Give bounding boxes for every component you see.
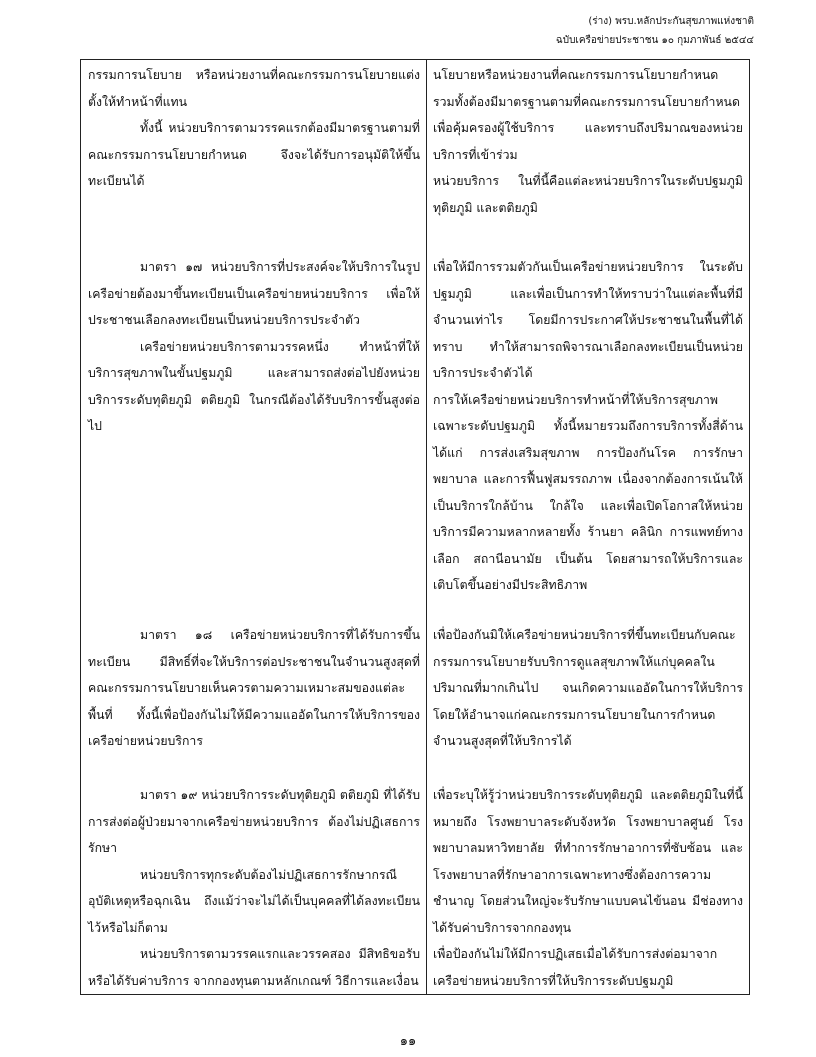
row1-right-cell — [433, 62, 743, 221]
row2-left-para2: เครือข่ายหน่วยบริการตามวรรคหนึ่ง ทำหน้าที่ให้บริการสุขภาพในขั้นปฐมภูมิ และสามารถส่งต่อไปยังหน่วยบริการระดับทุติยภูมิ ตติยภูมิ ในกรณีต้องได้รับบริการขั้นสูงต่อไป — [88, 339, 420, 433]
comparison-table — [80, 59, 750, 995]
header-version-date: ฉบับเครือข่ายประชาชน ๑๐ กุมภาพันธ์ ๒๕๔๔ — [555, 35, 754, 46]
page-header — [556, 12, 754, 50]
row4-right-cell — [433, 782, 743, 994]
row2-right-para1: เพื่อให้มีการรวมตัวกันเป็นเครือข่ายหน่วยบริการ ในระดับปฐมภูมิ และเพื่อเป็นการทำให้ทราบว่าในแต่ละพื้นที่มีจำนวนเท่าไร โดยมีการประกาศให้ประชาชนในพื้นที่ได้ทราบ ทำให้สามารถพิจารณาเลือกลงทะเบียนเป็นหน่วยบริการประจำตัวได้ — [433, 260, 743, 380]
row4-left-para2: หน่วยบริการทุกระดับต้องไม่ปฏิเสธการรักษากรณีอุบัติเหตุหรือฉุกเฉิน ถึงแม้ว่าจะไม่ได้เป็นบุคคลที่ได้ลงทะเบียนไว้หรือไม่ก็ตาม — [88, 867, 420, 935]
row4-left-para1: มาตรา ๑๙ หน่วยบริการระดับทุติยภูมิ ตติยภูมิ ที่ได้รับการส่งต่อผู้ป่วยมาจากเครือข่ายหน่วยบริการ ต้องไม่ปฏิเสธการรักษา — [88, 788, 420, 855]
row3-right-cell — [433, 622, 743, 755]
row4-left-para3: หน่วยบริการตามวรรคแรกและวรรคสอง มีสิทธิขอรับหรือได้รับค่าบริการ จากกองทุนตามหลักเกณฑ์ วิธีการและเงื่อน — [88, 947, 420, 988]
column-divider — [426, 60, 427, 994]
row4-right-para1: เพื่อระบุให้รู้ว่าหน่วยบริการระดับทุติยภูมิ และตติยภูมิในที่นี้หมายถึง โรงพยาบาลระดับจังหวัด โรงพยาบาลศูนย์ โรงพยาบาลมหาวิทยาลัย ที่ทำการรักษาอาการที่ซับซ้อน และโรงพยาบาลที่รักษาอาการเฉพาะทางซึ่งต้องการความชำนาญ โดยส่วนใหญ่จะรับรักษาแบบคนไข้นอน มีช่องทางได้รับค่าบริการจากกองทุน — [433, 788, 743, 935]
row3-left-cell — [88, 622, 420, 755]
row1-left-cell — [88, 62, 420, 195]
row1-right-para1: นโยบายหรือหน่วยงานที่คณะกรรมการนโยบายกำหนด รวมทั้งต้องมีมาตรฐานตามที่คณะกรรมการนโยบายกำหนด เพื่อคุ้มครองผู้ใช้บริการ และทราบถึงปริมาณของหน่วยบริการที่เข้าร่วม — [433, 68, 743, 162]
row1-left-para1: กรรมการนโยบาย หรือหน่วยงานที่คณะกรรมการนโยบายแต่งตั้งให้ทำหน้าที่แทน — [88, 68, 420, 109]
row3-left-para1: มาตรา ๑๘ เครือข่ายหน่วยบริการที่ได้รับการขึ้นทะเบียน มีสิทธิ์ที่จะให้บริการต่อประชาชนในจำนวนสูงสุดที่คณะกรรมการนโยบายเห็นควรตามความเหมาะสมของแต่ละพื้นที่ ทั้งนี้เพื่อป้องกันไม่ให้มีความแออัดในการให้บริการของเครือข่ายหน่วยบริการ — [88, 628, 420, 748]
row3-right-para1: เพื่อป้องกันมิให้เครือข่ายหน่วยบริการที่ขึ้นทะเบียนกับคณะกรรมการนโยบายรับบริการดูแลสุขภาพให้แก่บุคคลในปริมาณที่มากเกินไป จนเกิดความแออัดในการให้บริการ โดยให้อำนาจแก่คณะกรรมการนโยบายในการกำหนดจำนวนสูงสุดที่ให้บริการได้ — [433, 628, 743, 748]
header-draft-title: (ร่าง) พรบ.หลักประกันสุขภาพแห่งชาติ — [588, 16, 754, 27]
row2-left-cell — [88, 254, 420, 440]
row4-right-para2: เพื่อป้องกันไม่ให้มีการปฏิเสธเมื่อได้รับการส่งต่อมาจากเครือข่ายหน่วยบริการที่ให้บริการระดับปฐมภูมิ — [433, 947, 718, 988]
row2-right-para2: การให้เครือข่ายหน่วยบริการทำหน้าที่ให้บริการสุขภาพเฉพาะระดับปฐมภูมิ ทั้งนี้หมายรวมถึงการบริการทั้งสี่ด้านได้แก่ การส่งเสริมสุขภาพ การป้องกันโรค การรักษาพยาบาล และการฟื้นฟูสมรรถภาพ เนื่องจากต้องการเน้นให้เป็นบริการใกล้บ้าน ใกล้ใจ และเพื่อเปิดโอกาสให้หน่วยบริการมีความหลากหลายทั้ง ร้านยา คลินิก การแพทย์ทางเลือก สถานีอนามัย เป็นต้น โดยสามารถให้บริการและเติบโตขึ้นอย่างมีประสิทธิภาพ — [433, 392, 743, 592]
page-number: ๑๑ — [399, 1034, 417, 1049]
row4-left-cell — [88, 782, 420, 994]
row2-right-cell — [433, 254, 743, 599]
row1-left-para2: ทั้งนี้ หน่วยบริการตามวรรคแรกต้องมีมาตรฐานตามที่คณะกรรมการนโยบายกำหนด จึงจะได้รับการอนุมัติให้ขึ้นทะเบียนได้ — [88, 121, 420, 188]
row2-left-para1: มาตรา ๑๗ หน่วยบริการที่ประสงค์จะให้บริการในรูปเครือข่ายต้องมาขึ้นทะเบียนเป็นเครือข่ายหน่วยบริการ เพื่อให้ประชาชนเลือกลงทะเบียนเป็นหน่วยบริการประจำตัว — [88, 260, 420, 327]
row1-right-para2: หน่วยบริการ ในที่นี้คือแต่ละหน่วยบริการในระดับปฐมภูมิ ทุติยภูมิ และตติยภูมิ — [433, 174, 743, 215]
